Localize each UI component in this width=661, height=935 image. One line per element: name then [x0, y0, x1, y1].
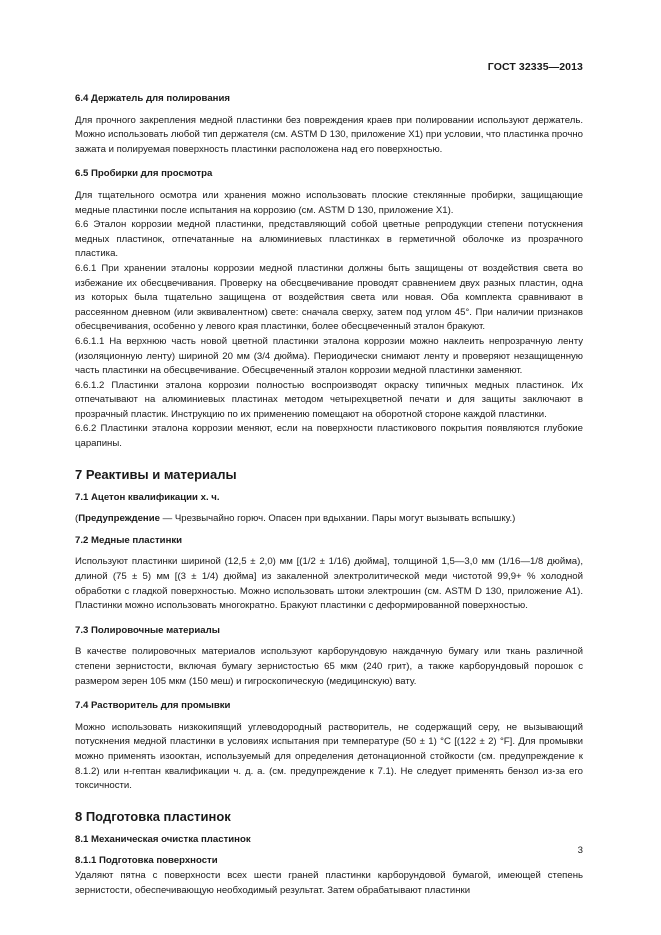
page-number: 3 — [577, 845, 583, 856]
paragraph: Можно использовать низкокипящий углеводородный растворитель, не содержащий серу, не вызывающий потускнения медной пластинки в условиях испытания при температуре (50 ± 1) °С [(122 ± 2) °F]. Для промывки можно применять изооктан, используемый для определения детонационной стойкости (см. предупреждение к 8.1.2) или н-гептан квалификации ч. д. а. (см. предупреждение к 7.1). Не следует применять бензол из-за его токсичности. — [75, 721, 583, 792]
section-heading-7-1: 7.1 Ацетон квалификации х. ч. — [75, 491, 220, 503]
chapter-heading-7: 7 Реактивы и материалы — [75, 466, 237, 482]
section-heading-6-5: 6.5 Пробирки для просмотра — [75, 168, 213, 180]
paragraph: Для прочного закрепления медной пластинки без повреждения краев при полировании используют держатель. Можно использовать любой тип держателя (см. ASTM D 130, приложение X1) при условии, что пластинка прочно зажата и полируемая поверхность пластинки расположена над его поверхностью. — [75, 114, 583, 155]
paragraph: 6.6.1.2 Пластинки эталона коррозии полностью воспроизводят окраску типичных медных пластинок. Их отпечатывают на алюминиевых пластинах методом четырехцветной печати и для защиты заключают в прозрачный пластик. Инструкцию по их применению помещают на оборотной стороне каждой пластинки. — [75, 379, 583, 420]
paragraph: Для тщательного осмотра или хранения можно использовать плоские стеклянные пробирки, защищающие медные пластинки после испытания на коррозию (см. ASTM D 130, приложение X1). — [75, 189, 583, 216]
section-heading-6-4: 6.4 Держатель для полирования — [75, 93, 230, 104]
section-heading-7-3: 7.3 Полировочные материалы — [75, 624, 220, 636]
page-content — [75, 92, 583, 898]
warning-text: — Чрезвычайно горюч. Опасен при вдыхании. Пары могут вызывать вспышку.) — [159, 513, 516, 525]
paragraph: В качестве полировочных материалов используют карборундовую наждачную бумагу или ткань различной степени зернистости, включая бумагу зернистостью 65 мкм (240 грит), а также карборундовый порошок с размером зерен 105 мкм (150 меш) и гигроскопическую (медицинскую) вату. — [75, 646, 583, 687]
document-code: ГОСТ 32335—2013 — [487, 61, 583, 73]
paragraph: Используют пластинки шириной (12,5 ± 2,0) мм [(1/2 ± 1/16) дюйма], толщиной 1,5—3,0 мм (1/16—1/8 дюйма), длиной (75 ± 5) мм [(3 ± 1/4) дюйма] из закаленной электролитической меди чистотой 99,9+ % холодной обработки с гладкой поверхностью. Можно использовать штоки электрошин (см. ASTM D 130, приложение A1). Пластинки можно использовать многократно. Бракуют пластинки с деформированной поверхностью. — [75, 556, 583, 612]
section-heading-8-1-1: 8.1.1 Подготовка поверхности — [75, 855, 218, 867]
paragraph: 6.6.2 Пластинки эталона коррозии меняют, если на поверхности пластикового покрытия появляются глубокие царапины. — [75, 423, 583, 450]
paragraph: 6.6.1 При хранении эталоны коррозии медной пластинки должны быть защищены от воздействия света во избежание их обесцвечивания. Проверку на обесцвечивание проводят сравнением двух разных пластин, одна из которых была тщательно защищена от воздействия света или новая. Оба комплекта сравнивают в рассеянном дневном (или эквивалентном) свете: сначала сверху, затем под углом 45°. При наличии признаков обесцвечивания, особенно у левого края пластинки, более обесцвеченный эталон бракуют. — [75, 262, 583, 333]
paragraph: Удаляют пятна с поверхности всех шести граней пластинки карборундовой бумагой, имеющей степень зернистости, обеспечивающую необходимый результат. Затем обрабатывают пластинки — [75, 869, 583, 896]
section-heading-8-1: 8.1 Механическая очистка пластинок — [75, 833, 251, 845]
section-heading-7-2: 7.2 Медные пластинки — [75, 534, 183, 546]
section-heading-7-4: 7.4 Растворитель для промывки — [75, 700, 231, 712]
paragraph: 6.6.1.1 На верхнюю часть новой цветной пластинки эталона коррозии можно наклеить непрозрачную ленту (изоляционную ленту) шириной 20 мм (3/4 дюйма). Периодически снимают ленту и проверяют незащищенную часть пластинки на обесцвечивание. Обесцвеченный эталон коррозии медной пластинки заменяют. — [75, 335, 583, 377]
paragraph: 6.6 Эталон коррозии медной пластинки, представляющий собой цветные репродукции степени потускнения медных пластинок, отпечатанные на алюминиевых пластинках в герметичной оболочке из прозрачного пластика. — [75, 219, 583, 260]
warning-label: Предупреждение — [78, 513, 160, 525]
warning-paragraph: (Предупреждение — Чрезвычайно горюч. Опасен при вдыхании. Пары могут вызывать вспышку.) — [75, 513, 516, 525]
chapter-heading-8: 8 Подготовка пластинок — [75, 808, 231, 824]
